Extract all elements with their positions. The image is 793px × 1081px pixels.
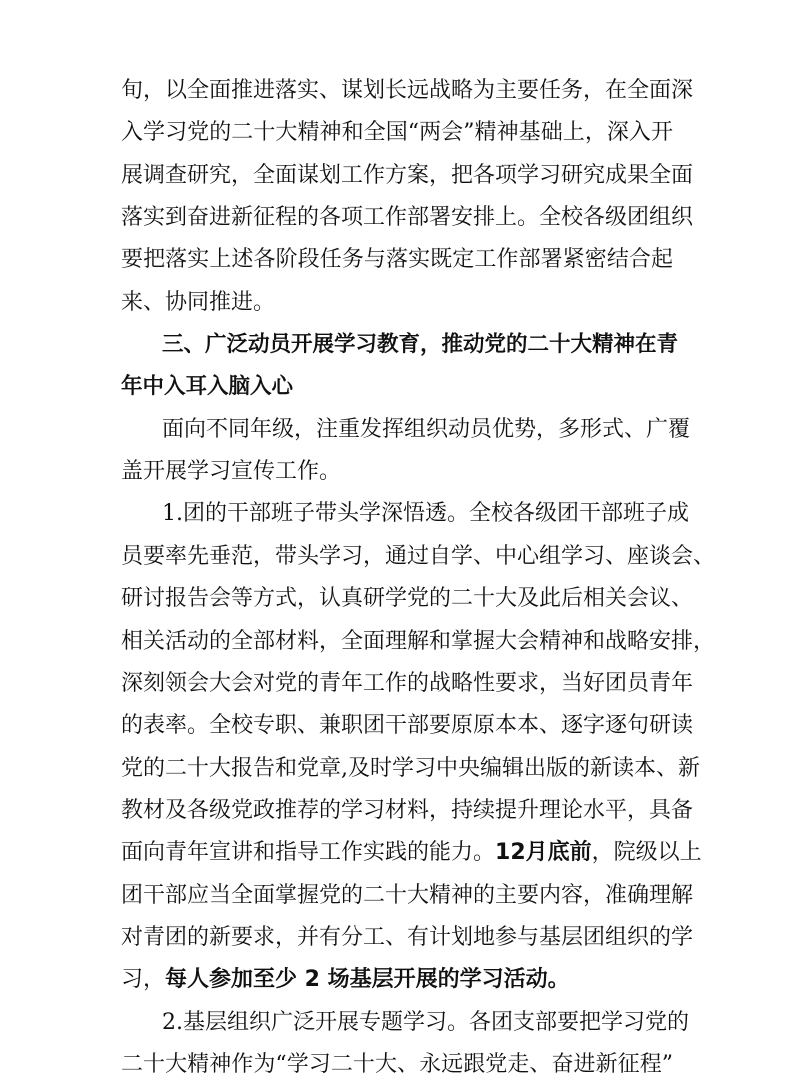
body-line: 相关活动的全部材料，全面理解和掌握大会精神和战略安排， — [121, 629, 716, 654]
body-line: 深刻领会大会对党的青年工作的战略性要求，当好团员青年 — [121, 671, 694, 696]
section-heading: 三、广泛动员开展学习教育，推动党的二十大精神在青 — [162, 332, 679, 357]
deadline-bold: 12月底前 — [495, 840, 592, 865]
body-line: 的表率。全校专职、兼职团干部要原原本本、逐字逐句研读 — [121, 713, 694, 738]
body-line: 盖开展学习宣传工作。 — [121, 459, 342, 484]
body-line: 展调查研究，全面谋划工作方案，把各项学习研究成果全面 — [121, 163, 694, 188]
body-line: 旬，以全面推进落实、谋划长远战略为主要任务，在全面深 — [121, 78, 694, 103]
body-line: 要把落实上述各阶段任务与落实既定工作部署紧密结合起 — [121, 247, 673, 272]
line-text: 习， — [121, 967, 166, 992]
requirement-bold: 每人参加至少 2 场基层开展的学习活动。 — [165, 967, 570, 992]
body-line: 1.团的干部班子带头学深悟透。全校各级团干部班子成 — [162, 501, 689, 526]
body-line: 入学习党的二十大精神和全国“两会”精神基础上，深入开 — [121, 120, 673, 145]
body-line — [121, 839, 702, 867]
body-line: 员要率先垂范，带头学习，通过自学、中心组学习、座谈会、 — [121, 544, 716, 569]
body-line: 落实到奋进新征程的各项工作部署安排上。全校各级团组织 — [121, 205, 694, 230]
body-line: 研讨报告会等方式，认真研学党的二十大及此后相关会议、 — [121, 586, 694, 611]
line-text: 面向青年宣讲和指导工作实践的能力。 — [121, 840, 496, 865]
body-line: 二十大精神作为“学习二十大、永远跟党走、奋进新征程” — [121, 1052, 673, 1077]
section-heading: 年中入耳入脑入心 — [121, 374, 294, 399]
body-line: 团干部应当全面掌握党的二十大精神的主要内容，准确理解 — [121, 883, 694, 908]
body-line: 教材及各级党政推荐的学习材料，持续提升理论水平，具备 — [121, 798, 694, 823]
body-line: 党的二十大报告和党章,及时学习中央编辑出版的新读本、新 — [121, 756, 700, 781]
body-line: 2.基层组织广泛开展专题学习。各团支部要把学习党的 — [162, 1010, 689, 1035]
body-line — [121, 966, 673, 994]
body-line: 面向不同年级，注重发挥组织动员优势，多形式、广覆 — [162, 417, 691, 442]
body-line: 对青团的新要求，并有分工、有计划地参与基层团组织的学 — [121, 925, 694, 950]
body-line: 来、协同推进。 — [121, 290, 276, 315]
line-text: ，院级以上 — [591, 840, 702, 865]
